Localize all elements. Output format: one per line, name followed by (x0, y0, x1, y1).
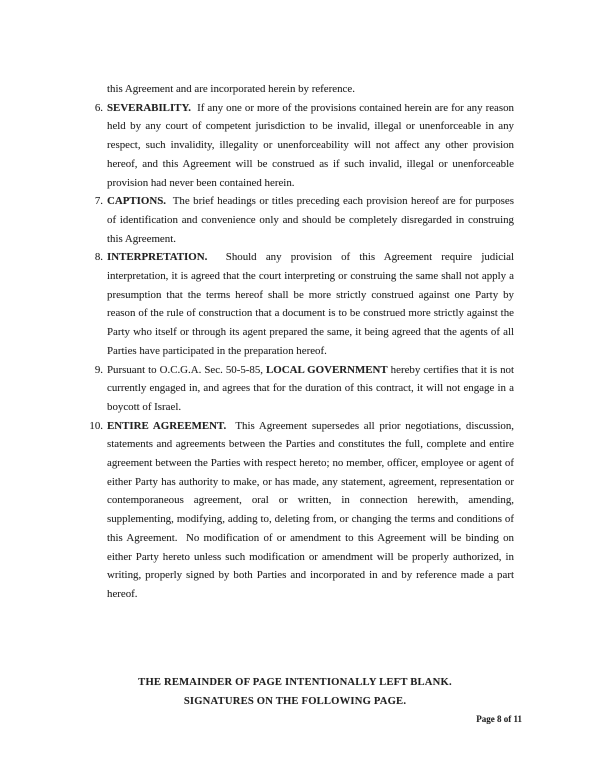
footer-notice (0, 674, 590, 711)
page-number: Page 8 of 11 (476, 714, 522, 724)
signatures-following-line: SIGNATURES ON THE FOLLOWING PAGE. (183, 695, 407, 707)
provision-item (88, 248, 514, 360)
agreement-body (88, 80, 514, 604)
provision-number: 9. (94, 363, 103, 376)
remainder-blank-line: THE REMAINDER OF PAGE INTENTIONALLY LEFT BLANK. (138, 677, 452, 688)
provisions-list (88, 99, 514, 604)
provision-item (88, 417, 514, 604)
provision-item (88, 192, 514, 248)
provision-number: 7. (94, 195, 103, 208)
provision-text: INTERPRETATION. Should any provision of this Agreement require judicial interpretation, it is agreed that the court interpreting or construing the same shall not apply a presumption that the terms hereof shall be more strictly construed against one Party by reason of the rule of construction that a document is to be construed more strictly against the Party who itself or through its agent prepared the same, it being agreed that the agents of all Parties have participated in the preparation hereof. (107, 251, 514, 357)
provision-text: CAPTIONS. The brief headings or titles preceding each provision hereof are for purposes of identification and convenience only and should be completely disregarded in construing this Agreement. (107, 195, 514, 245)
provision-item (88, 99, 514, 193)
provision-text: SEVERABILITY. If any one or more of the provisions contained herein are for any reason held by any court of competent jurisdiction to be invalid, illegal or unenforceable in any respect, such invalidity, illegality or unenforceability will not affect any other provision hereof, and this Agreement will be construed as if such invalid, illegal or unenforceable provision had never been contained herein. (107, 101, 514, 189)
provision-text: Pursuant to O.C.G.A. Sec. 50-5-85, LOCAL GOVERNMENT hereby certifies that it is not currently engaged in, and agrees that for the duration of this contract, it will not engage in a boycott of Israel. (107, 363, 514, 413)
continuation-paragraph: this Agreement and are incorporated herein by reference. (107, 83, 355, 95)
provision-number: 8. (94, 251, 103, 264)
provision-item (88, 361, 514, 417)
provision-text: ENTIRE AGREEMENT. This Agreement supersedes all prior negotiations, discussion, statements and agreements between the Parties and constitutes the full, complete and entire agreement between the Parties with respect hereto; no member, officer, employee or agent of either Party has authority to make, or has made, any statement, agreement, representation or contemporaneous agreement, oral or written, in connection herewith, amending, supplementing, modifying, adding to, deleting from, or changing the terms and conditions of this Agreement. No modification of or amendment to this Agreement will be binding on either Party hereto unless such modification or amendment will be properly authorized, in writing, properly signed by both Parties and incorporated in and by reference made a part hereof. (107, 419, 514, 600)
provision-number: 10. (89, 419, 103, 432)
provision-number: 6. (94, 101, 103, 114)
